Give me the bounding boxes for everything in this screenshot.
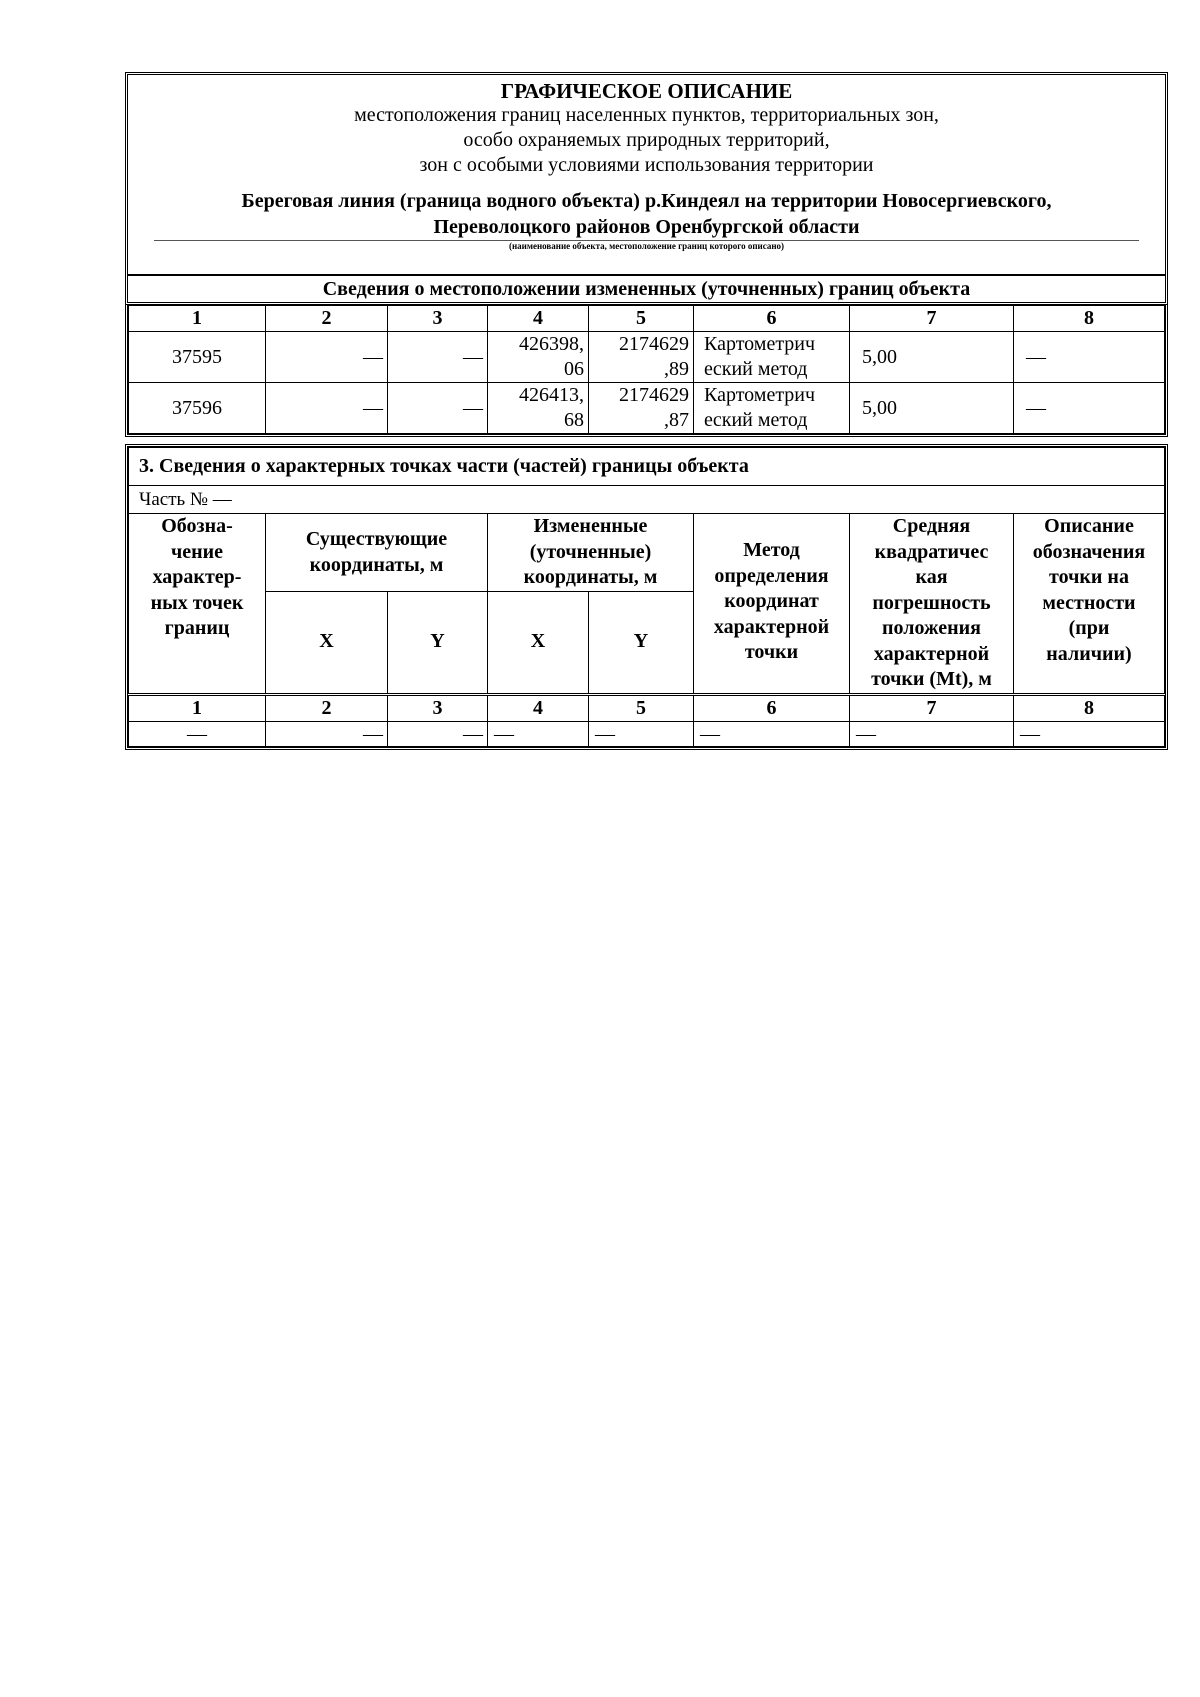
subtitle-line-2: особо охраняемых природных территорий, bbox=[463, 129, 830, 151]
object-name-line-1: Береговая линия (граница водного объекта) р.Киндеял на территории Новосергиевского, bbox=[241, 190, 1052, 212]
cell-y-changed: — bbox=[589, 721, 694, 746]
cell-y-existing: — bbox=[388, 721, 488, 746]
object-name-line-2: Переволоцкого районов Оренбургской области bbox=[433, 216, 860, 238]
column-number: 4 bbox=[488, 694, 589, 721]
description: — bbox=[1014, 332, 1165, 383]
x-changed: 426413, 68 bbox=[488, 383, 589, 434]
table-row bbox=[129, 383, 1165, 434]
column-number: 7 bbox=[850, 694, 1014, 721]
point-id: 37596 bbox=[129, 383, 266, 434]
column-number: 5 bbox=[589, 694, 694, 721]
document-title: ГРАФИЧЕСКОЕ ОПИСАНИЕ bbox=[500, 79, 793, 103]
column-number: 6 bbox=[694, 306, 850, 332]
cell-designation: — bbox=[129, 721, 266, 746]
table-row bbox=[129, 332, 1165, 383]
point-id: 37595 bbox=[129, 332, 266, 383]
column-number: 8 bbox=[1014, 694, 1165, 721]
column-number: 7 bbox=[850, 306, 1014, 332]
column-number: 4 bbox=[488, 306, 589, 332]
cell-x-changed: — bbox=[488, 721, 589, 746]
header-designation: Обозна- чение характер- ных точек границ bbox=[129, 514, 266, 695]
column-number: 2 bbox=[266, 694, 388, 721]
column-number: 2 bbox=[266, 306, 388, 332]
subtitle-line-1: местоположения границ населенных пунктов, территориальных зон, bbox=[354, 104, 939, 126]
method: Картометрич eский метод bbox=[694, 332, 850, 383]
column-number: 1 bbox=[129, 306, 266, 332]
subtitle-line-3: зон с особыми условиями использования территории bbox=[419, 154, 874, 176]
error-value: 5,00 bbox=[850, 332, 1014, 383]
x-changed: 426398, 06 bbox=[488, 332, 589, 383]
header-x-changed: X bbox=[488, 591, 589, 694]
column-numbers-row bbox=[129, 306, 1165, 332]
column-numbers-row bbox=[129, 694, 1165, 721]
cell-description: — bbox=[1014, 721, 1165, 746]
header-description: Описание обозначения точки на местности (при наличии) bbox=[1014, 514, 1165, 695]
header-block bbox=[125, 72, 1168, 305]
cell-x-existing: — bbox=[266, 721, 388, 746]
section-3-row bbox=[129, 448, 1165, 486]
header-changed-coords: Измененные (уточненные) координаты, м bbox=[488, 514, 694, 592]
object-name-caption: (наименование объекта, местоположение границ которого описано) bbox=[508, 241, 785, 251]
part-label: Часть № — bbox=[129, 486, 1165, 514]
cell-method: — bbox=[694, 721, 850, 746]
part-row bbox=[129, 486, 1165, 514]
changed-boundaries-table bbox=[125, 305, 1168, 437]
column-number: 3 bbox=[388, 306, 488, 332]
x-existing: — bbox=[266, 332, 388, 383]
column-number: 6 bbox=[694, 694, 850, 721]
part-points-table bbox=[125, 444, 1168, 750]
section-title-changed-boundaries: Сведения о местоположении измененных (уточненных) границ объекта bbox=[128, 274, 1165, 302]
header-method: Метод определения координат характерной точки bbox=[694, 514, 850, 695]
y-existing: — bbox=[388, 332, 488, 383]
column-number: 3 bbox=[388, 694, 488, 721]
header-x-existing: X bbox=[266, 591, 388, 694]
header-existing-coords: Существующие координаты, м bbox=[266, 514, 488, 592]
section-3-title: 3. Сведения о характерных точках части (частей) границы объекта bbox=[129, 448, 1165, 486]
x-existing: — bbox=[266, 383, 388, 434]
error-value: 5,00 bbox=[850, 383, 1014, 434]
column-number: 5 bbox=[589, 306, 694, 332]
header-row bbox=[129, 514, 1165, 592]
description: — bbox=[1014, 383, 1165, 434]
table-row bbox=[129, 721, 1165, 746]
y-existing: — bbox=[388, 383, 488, 434]
method: Картометрич eский метод bbox=[694, 383, 850, 434]
column-number: 1 bbox=[129, 694, 266, 721]
y-changed: 2174629 ,87 bbox=[589, 383, 694, 434]
header-error: Средняя квадратичес кая погрешность положения характерной точки (Mt), м bbox=[850, 514, 1014, 695]
column-number: 8 bbox=[1014, 306, 1165, 332]
y-changed: 2174629 ,89 bbox=[589, 332, 694, 383]
cell-error: — bbox=[850, 721, 1014, 746]
header-y-existing: Y bbox=[388, 591, 488, 694]
header-y-changed: Y bbox=[589, 591, 694, 694]
